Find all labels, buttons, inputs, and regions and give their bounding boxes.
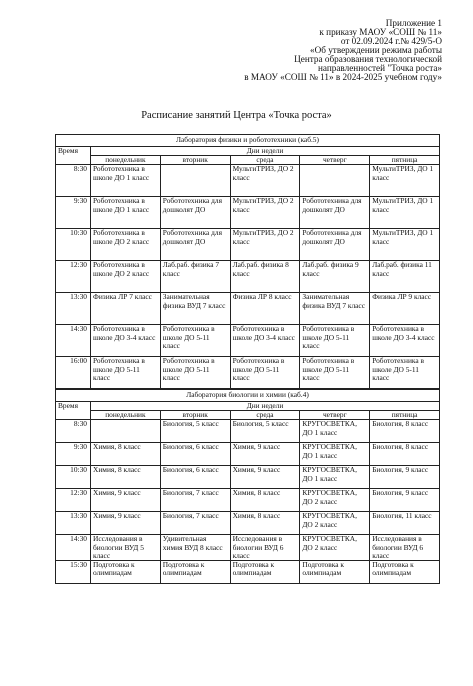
class-cell: Робототехника в школе ДО 5-11 класс (300, 357, 370, 389)
time-column-header: Время (56, 147, 91, 165)
time-cell: 8:30 (56, 165, 91, 197)
class-cell: Биология, 6 класс (160, 443, 230, 466)
class-cell: Химия, 8 класс (91, 443, 161, 466)
class-cell: КРУГОСВЕТКА, ДО 2 класс (300, 535, 370, 561)
class-cell: Робототехника в школе ДО 5-11 класс (160, 357, 230, 389)
class-cell: Биология, 8 класс (370, 420, 440, 443)
class-cell: Лаб.раб. физика 7 класс (160, 261, 230, 293)
time-cell: 9:30 (56, 197, 91, 229)
class-cell: КРУГОСВЕТКА, ДО 2 класс (300, 489, 370, 512)
class-cell: Химия, 9 класс (91, 489, 161, 512)
day-header-friday: пятница (370, 411, 440, 420)
header-line: к приказу МАОУ «СОШ № 11» (319, 27, 442, 37)
days-of-week-header: Дни недели (91, 147, 440, 156)
time-cell: 12:30 (56, 489, 91, 512)
table-row (56, 535, 440, 561)
table-row (56, 357, 440, 389)
class-cell: Робототехника для дошколят ДО (300, 229, 370, 261)
class-cell: Робототехника в школе ДО 3-4 класс (91, 325, 161, 357)
table-row (56, 561, 440, 584)
time-cell: 12:30 (56, 261, 91, 293)
class-cell (300, 165, 370, 197)
day-header-thursday: четверг (300, 156, 370, 165)
table-caption: Лаборатория биологии и химии (каб.4) (56, 390, 440, 402)
table-row (56, 466, 440, 489)
day-header-friday: пятница (370, 156, 440, 165)
class-cell: Биология, 9 класс (370, 466, 440, 489)
time-cell: 10:30 (56, 229, 91, 261)
class-cell: Робототехника в школе ДО 3-4 класс (230, 325, 300, 357)
table-caption: Лаборатория физики и робототехники (каб.5) (56, 135, 440, 147)
days-of-week-header: Дни недели (91, 402, 440, 411)
class-cell: КРУГОСВЕТКА, ДО 1 класс (300, 466, 370, 489)
class-cell: Робототехника для дошколят ДО (300, 197, 370, 229)
class-cell: МультиТРИЗ, ДО 1 класс (370, 229, 440, 261)
class-cell: Лаб.раб. физика 11 класс (370, 261, 440, 293)
class-cell: Занимательная физика ВУД 7 класс (160, 293, 230, 325)
time-cell: 14:30 (56, 325, 91, 357)
class-cell: КРУГОСВЕТКА, ДО 1 класс (300, 443, 370, 466)
time-cell: 10:30 (56, 466, 91, 489)
class-cell: Робототехника в школе ДО 5-11 класс (230, 357, 300, 389)
class-cell: Робототехника в школе ДО 5-11 класс (300, 325, 370, 357)
class-cell: Робототехника в школе ДО 5-11 класс (370, 357, 440, 389)
class-cell: Биология, 5 класс (160, 420, 230, 443)
time-cell: 13:30 (56, 293, 91, 325)
class-cell: Робототехника в школе ДО 2 класс (91, 261, 161, 293)
class-cell: Биология, 11 класс (370, 512, 440, 535)
table-row (56, 512, 440, 535)
class-cell: Робототехника для дошколят ДО (160, 229, 230, 261)
class-cell: Химия, 9 класс (91, 512, 161, 535)
class-cell: Робототехника в школе ДО 1 класс (91, 165, 161, 197)
table-row (56, 489, 440, 512)
class-cell: КРУГОСВЕТКА, ДО 1 класс (300, 420, 370, 443)
class-cell: Исследования в биологии ВУД 6 класс (370, 535, 440, 561)
time-cell: 16:00 (56, 357, 91, 389)
day-header-thursday: четверг (300, 411, 370, 420)
class-cell: Химия, 9 класс (230, 466, 300, 489)
header-line: Приложение 1 (385, 18, 442, 28)
class-cell: МультиТРИЗ, ДО 1 класс (370, 165, 440, 197)
class-cell: МультиТРИЗ, ДО 2 класс (230, 197, 300, 229)
header-line: Центра образования технологической (294, 54, 442, 64)
class-cell: Исследования в биологии ВУД 6 класс (230, 535, 300, 561)
time-cell: 8:30 (56, 420, 91, 443)
schedule-body (56, 420, 440, 584)
class-cell: Подготовка к олимпиадам (91, 561, 161, 584)
day-header-monday: понедельник (91, 156, 161, 165)
table-row (56, 229, 440, 261)
class-cell: Робототехника в школе ДО 3-4 класс (370, 325, 440, 357)
header-line: от 02.09.2024 г.№ 429/5-О (340, 36, 442, 46)
class-cell: Биология, 5 класс (230, 420, 300, 443)
class-cell: Биология, 7 класс (160, 489, 230, 512)
class-cell: Биология, 7 класс (160, 512, 230, 535)
physics-robotics-schedule-table (55, 134, 440, 389)
class-cell: КРУГОСВЕТКА, ДО 2 класс (300, 512, 370, 535)
class-cell: Робототехника в школе ДО 2 класс (91, 229, 161, 261)
table-row (56, 293, 440, 325)
table-row (56, 261, 440, 293)
time-cell: 13:30 (56, 512, 91, 535)
class-cell: Подготовка к олимпиадам (370, 561, 440, 584)
time-column-header: Время (56, 402, 91, 420)
class-cell: Химия, 9 класс (230, 443, 300, 466)
table-row (56, 165, 440, 197)
day-header-wednesday: среда (230, 411, 300, 420)
day-header-tuesday: вторник (160, 411, 230, 420)
order-header (162, 19, 442, 82)
class-cell: Физика ЛР 9 класс (370, 293, 440, 325)
class-cell: Робототехника в школе ДО 1 класс (91, 197, 161, 229)
day-header-wednesday: среда (230, 156, 300, 165)
class-cell: Подготовка к олимпиадам (230, 561, 300, 584)
class-cell: Химия, 8 класс (230, 512, 300, 535)
schedule-body (56, 165, 440, 389)
class-cell: Биология, 9 класс (370, 489, 440, 512)
time-cell: 15:30 (56, 561, 91, 584)
class-cell: Физика ЛР 8 класс (230, 293, 300, 325)
class-cell: МультиТРИЗ, ДО 1 класс (370, 197, 440, 229)
header-line: в МАОУ «СОШ № 11» в 2024-2025 учебном году» (244, 72, 442, 82)
class-cell: Физика ЛР 7 класс (91, 293, 161, 325)
time-cell: 9:30 (56, 443, 91, 466)
class-cell: Химия, 8 класс (230, 489, 300, 512)
header-line: «Об утверждении режима работы (310, 45, 442, 55)
class-cell (160, 165, 230, 197)
day-header-tuesday: вторник (160, 156, 230, 165)
table-row (56, 325, 440, 357)
class-cell: Робототехника в школе ДО 5-11 класс (91, 357, 161, 389)
class-cell: Исследования в биологии ВУД 5 класс (91, 535, 161, 561)
class-cell: Занимательная физика ВУД 7 класс (300, 293, 370, 325)
table-row (56, 197, 440, 229)
class-cell: МультиТРИЗ, ДО 2 класс (230, 229, 300, 261)
biology-chemistry-schedule-table (55, 389, 440, 584)
class-cell: Биология, 8 класс (370, 443, 440, 466)
class-cell: Удивительная химия ВУД 8 класс (160, 535, 230, 561)
class-cell: Робототехника для дошколят ДО (160, 197, 230, 229)
class-cell: Робототехника в школе ДО 5-11 класс (160, 325, 230, 357)
class-cell: МультиТРИЗ, ДО 2 класс (230, 165, 300, 197)
table-row (56, 420, 440, 443)
class-cell: Биология, 6 класс (160, 466, 230, 489)
class-cell: Лаб.раб. физика 9 класс (300, 261, 370, 293)
day-header-monday: понедельник (91, 411, 161, 420)
table-row (56, 443, 440, 466)
class-cell: Химия, 8 класс (91, 466, 161, 489)
time-cell: 14:30 (56, 535, 91, 561)
class-cell: Подготовка к олимпиадам (300, 561, 370, 584)
class-cell: Подготовка к олимпиадам (160, 561, 230, 584)
schedule-title: Расписание занятий Центра «Точка роста» (141, 110, 332, 121)
header-line: направленностей "Точка роста» (317, 63, 442, 73)
class-cell (91, 420, 161, 443)
class-cell: Лаб.раб. физика 8 класс (230, 261, 300, 293)
